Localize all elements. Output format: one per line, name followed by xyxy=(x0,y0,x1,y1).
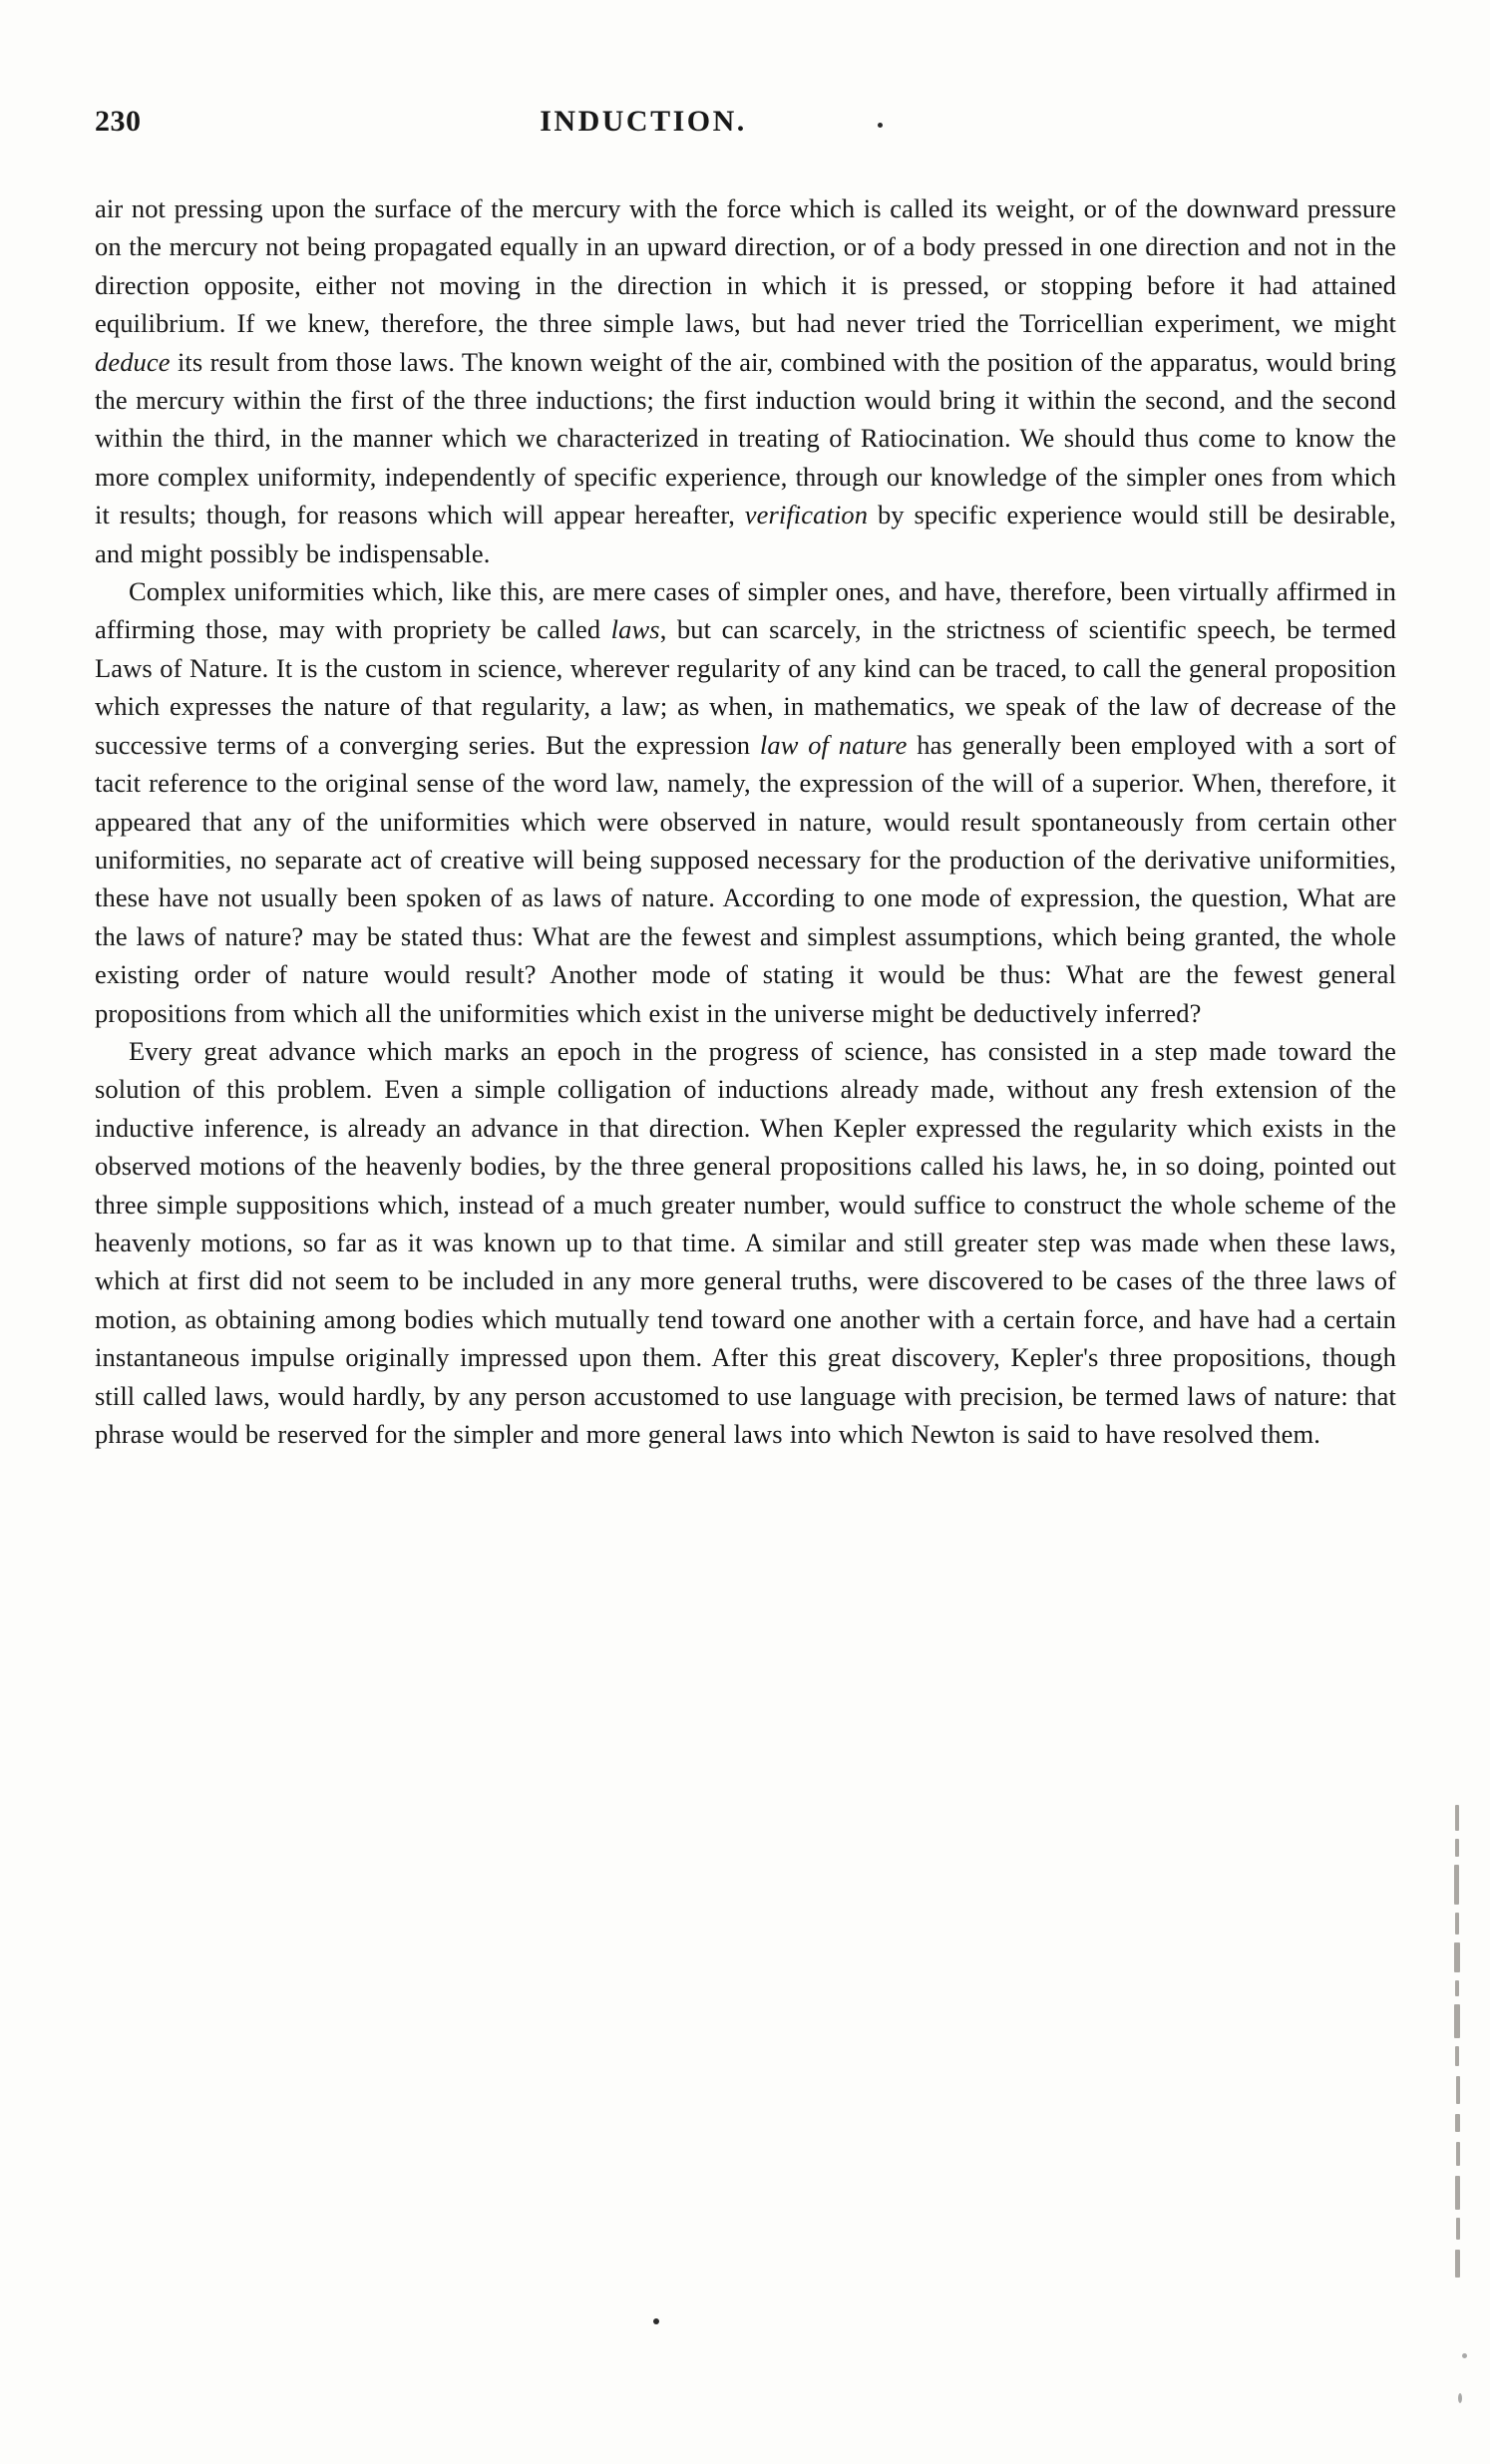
scan-speck-icon xyxy=(1462,2353,1467,2358)
scan-speck-icon xyxy=(1458,2393,1462,2403)
footer-speck-icon xyxy=(653,2318,659,2324)
page-header xyxy=(95,105,1391,151)
paragraph-3 xyxy=(95,1032,1396,1453)
paragraph-1 xyxy=(95,189,1396,572)
paragraph-3-text: Every great advance which marks an epoch in the progress of science, has consisted in a step made toward the solution of this problem. Even a simple colligation of inductions already made, without any fresh extension of the inductive inference, is already an advance in that direction. When Kepler expressed the regularity which exists in the observed motions of the heavenly bodies, by the three general propositions called his laws, he, in so doing, pointed out three simple suppositions which, instead of a much greater number, would suffice to construct the whole scheme of the heavenly motions, so far as it was known up to that time. A similar and still greater step was made when these laws, which at first did not seem to be included in any more general truths, were discovered to be cases of the three laws of motion, as obtaining among bodies which mutually tend toward one another with a certain force, and have had a certain instantaneous impulse originally impressed upon them. After this great discovery, Kepler's three propositions, though still called laws, would hardly, by any person accustomed to use language with precision, be termed laws of nature: that phrase would be reserved for the simpler and more general laws into which Newton is said to have resolved them. xyxy=(95,1035,1396,1449)
paragraph-2-text: Complex uniformities which, like this, are mere cases of simpler ones, and have, therefore, been virtually affirmed in affirming those, may with propriety be called laws, but can scarcely, in the strictness of scientific speech, be termed Laws of Nature. It is the custom in science, wherever regularity of any kind can be traced, to call the general proposition which expresses the nature of that regularity, a law; as when, in mathematics, we speak of the law of decrease of the successive terms of a converging series. But the expression law of nature has generally been employed with a sort of tacit reference to the original sense of the word law, namely, the expression of the will of a superior. When, therefore, it appeared that any of the uniformities which were observed in nature, would result spontaneously from certain other uniformities, no separate act of creative will being supposed necessary for the production of the derivative uniformities, these have not usually been spoken of as laws of nature. According to one mode of expression, the question, What are the laws of nature? may be stated thus: What are the fewest and simplest assumptions, which being granted, the whole existing order of nature would result? Another mode of stating it would be thus: What are the fewest general propositions from which all the uniformities which exist in the universe might be deductively inferred? xyxy=(95,576,1397,1028)
page-number: 230 xyxy=(95,105,142,138)
paragraph-2 xyxy=(95,572,1396,1032)
body-text xyxy=(95,189,1396,1453)
page-edge-marks xyxy=(1451,1805,1465,2284)
running-head: INDUCTION. xyxy=(540,105,747,138)
header-speck-icon xyxy=(878,123,883,128)
paragraph-1-text: air not pressing upon the surface of the mercury with the force which is called its weight, or of the downward pressure on the mercury not being propagated equally in an upward direction, or of a body pressed in one direction and not in the direction opposite, either not moving in the direction in which it is pressed, or stopping before it had attained equilibrium. If we knew, therefore, the three simple laws, but had never tried the Torricellian experiment, we might deduce its result from those laws. The known weight of the air, combined with the position of the apparatus, would bring the mercury within the first of the three inductions; the first induction would bring it within the second, and the second within the third, in the manner which we characterized in treating of Ratiocination. We should thus come to know the more complex uniformity, independently of specific experience, through our knowledge of the simpler ones from which it results; though, for reasons which will appear hereafter, verification by specific experience would still be desirable, and might possibly be indispensable. xyxy=(95,193,1396,568)
